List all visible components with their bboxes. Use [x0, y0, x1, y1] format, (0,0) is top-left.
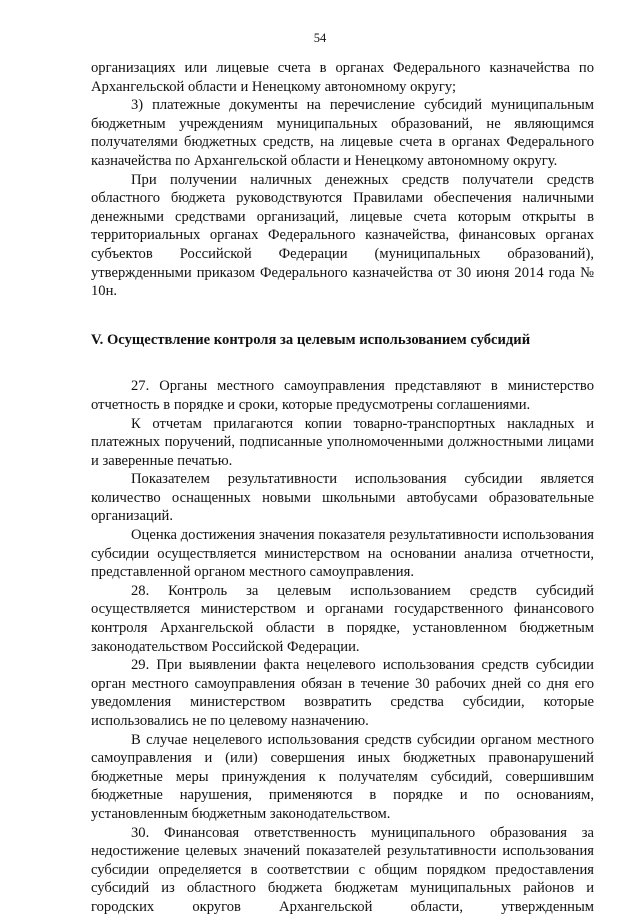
paragraph-indicator: Показателем результативности использования субсидии является количество оснащенных новыми школьными автобусами образовательные организаций.	[91, 471, 594, 525]
paragraph-27: 27. Органы местного самоуправления представляют в министерство отчетность в порядке и сроки, которые предусмотрены соглашениями.	[91, 378, 594, 413]
paragraph-28: 28. Контроль за целевым использованием средств субсидий осуществляется министерством и органами государственного финансового контроля Архангельской области в порядке, установленном бюджетным законодательством Российской Федерации.	[91, 582, 594, 655]
paragraph-evaluation: Оценка достижения значения показателя результативности использования субсидии осуществляется министерством на основании анализа отчетности, представленной органом местного самоуправления.	[91, 527, 594, 581]
paragraph-continuation: организациях или лицевые счета в органах Федерального казначейства по Архангельской области и Ненецкому автономному округу;	[91, 60, 594, 95]
document-body	[91, 59, 594, 917]
section-heading: V. Осуществление контроля за целевым использованием субсидий	[91, 331, 531, 348]
paragraph-30: 30. Финансовая ответственность муниципального образования за недостижение целевых значений показателей результативности использования субсидии определяется в соответствии с общим порядком предоставления субсидий из областного бюджета бюджетам муниципальных районов и городских округов Архангельской области, утвержденным	[91, 824, 594, 915]
page-number: 54	[313, 31, 327, 45]
paragraph-cash-rules: При получении наличных денежных средств получатели средств областного бюджета руководствуются Правилами обеспечения наличными денежными средствами организаций, лицевые счета которым открыты в территориальных органах Федерального казначейства, финансовых органах субъектов Российской Федерации (муниципальных образований), утвержденными приказом Федерального казначейства от 30 июня 2014 года № 10н.	[91, 171, 594, 300]
paragraph-29: 29. При выявлении факта нецелевого использования средств субсидии орган местного самоуправления обязан в течение 30 рабочих дней со дня его уведомления министерством возвратить средства субсидии, которые использовались не по целевому назначению.	[91, 657, 594, 729]
paragraph-misuse: В случае нецелевого использования средств субсидии органом местного самоуправления и (или) совершения иных бюджетных правонарушений бюджетные меры принуждения к получателям субсидий, совершившим бюджетные нарушения, применяются в порядке и по основаниям, установленным бюджетным законодательством.	[91, 731, 594, 822]
paragraph-reports: К отчетам прилагаются копии товарно-транспортных накладных и платежных поручений, подписанные уполномоченными должностными лицами и заверенные печатью.	[91, 415, 594, 469]
paragraph-item-3: 3) платежные документы на перечисление субсидий муниципальным бюджетным учреждениям муниципальных образований, не являющимся получателями бюджетных средств, на лицевые счета в органах Федерального казначейства по Архангельской области и Ненецкому автономному округу.	[91, 97, 594, 169]
